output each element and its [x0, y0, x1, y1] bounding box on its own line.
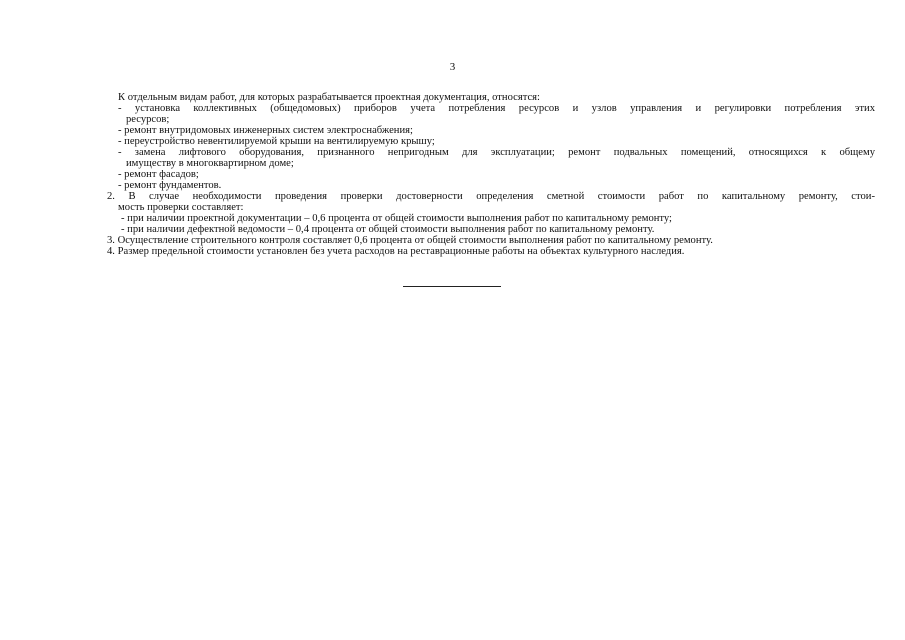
note-2-continuation: мость проверки составляет:: [118, 202, 244, 213]
list-item: - установка коллективных (общедомовых) приборов учета потребления ресурсов и узлов управления и регулировки потребления этих: [118, 103, 875, 114]
note-2: [107, 191, 875, 235]
note-2-bullet: - при наличии дефектной ведомости – 0,4 процента от общей стоимости выполнения работ по капитальному ремонту.: [121, 224, 655, 235]
footer-divider: [403, 286, 501, 287]
list-item: - ремонт фундаментов.: [118, 180, 222, 191]
note-4: 4. Размер предельной стоимости установлен без учета расходов на реставрационные работы на объектах культурного наследия.: [107, 246, 685, 257]
note-2-line: 2. В случае необходимости проведения проверки достоверности определения сметной стоимости работ по капитальному ремонту, стои-: [107, 191, 875, 202]
note-3: 3. Осуществление строительного контроля составляет 0,6 процента от общей стоимости выполнения работ по капитальному ремонту.: [107, 235, 713, 246]
list-item: - замена лифтового оборудования, признанного непригодным для эксплуатации; ремонт подвальных помещений, относящихся к общему: [118, 147, 875, 158]
list-item: - ремонт фасадов;: [118, 169, 199, 180]
intro-text: К отдельным видам работ, для которых разрабатывается проектная документация, относятся:: [118, 92, 540, 103]
list-item-continuation: имуществу в многоквартирном доме;: [126, 158, 294, 169]
list-item: - ремонт внутридомовых инженерных систем электроснабжения;: [118, 125, 413, 136]
note-2-bullet: - при наличии проектной документации – 0,6 процента от общей стоимости выполнения работ по капитальному ремонту;: [121, 213, 672, 224]
page-number: 3: [449, 61, 456, 73]
work-list: [107, 103, 875, 191]
list-item-continuation: ресурсов;: [126, 114, 170, 125]
list-item: - переустройство невентилируемой крыши на вентилируемую крышу;: [118, 136, 435, 147]
document-body: [107, 92, 875, 257]
